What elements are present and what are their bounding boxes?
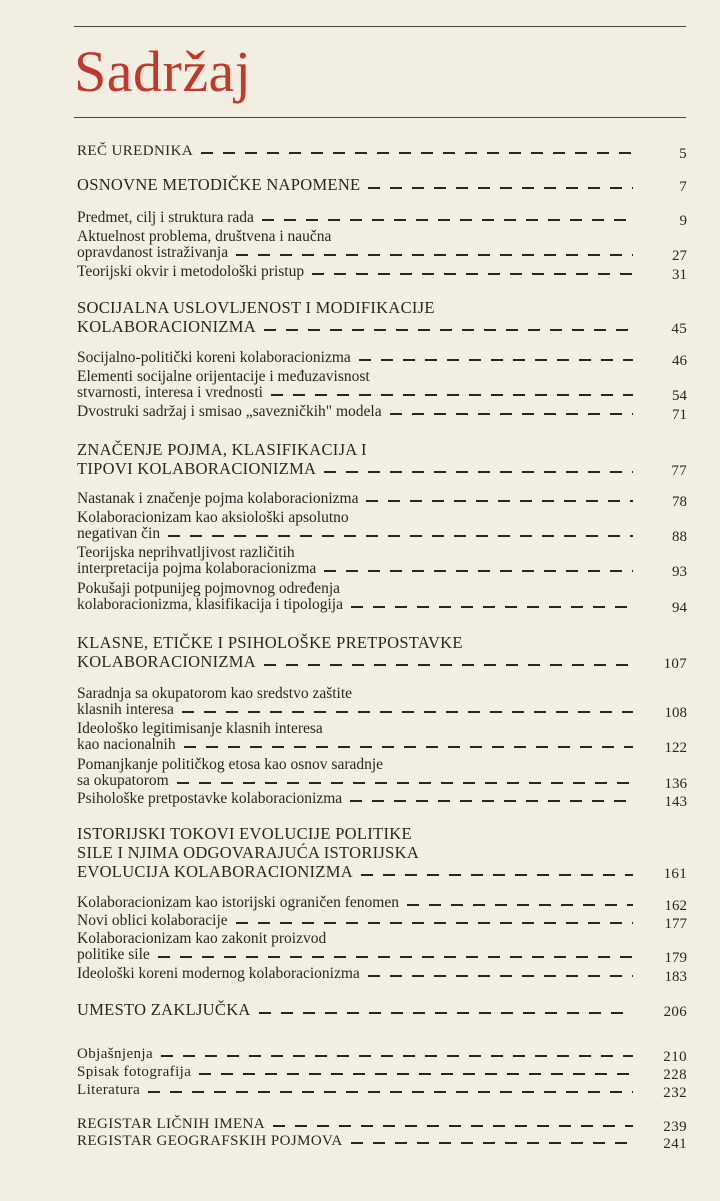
toc-entry-title: Novi oblici kolaboracije <box>77 912 228 929</box>
toc-entry[interactable] <box>77 544 687 580</box>
toc-page-number: 108 <box>664 705 687 721</box>
toc-page-number: 77 <box>671 463 687 479</box>
toc-entry[interactable] <box>77 1064 687 1083</box>
toc-entry[interactable] <box>77 1082 687 1101</box>
toc-entry[interactable] <box>77 175 687 194</box>
toc-entry[interactable] <box>77 440 687 478</box>
toc-entry[interactable] <box>77 1000 687 1019</box>
toc-entry[interactable] <box>77 298 687 336</box>
toc-page-number: 239 <box>663 1119 687 1135</box>
toc-page-number: 78 <box>672 494 687 510</box>
toc-entry-title: REČ UREDNIKA <box>77 143 194 159</box>
toc-page-number: 206 <box>663 1004 687 1020</box>
toc-entry-title: Ideološki koreni modernog kolaboracionizma <box>77 965 360 982</box>
toc-entry-title: Ideološko legitimisanje klasnih interesa <box>77 720 323 737</box>
dash-leader <box>161 1046 633 1062</box>
toc-entry-title: opravdanost istraživanja <box>77 244 229 261</box>
toc-page-number: 94 <box>672 600 687 616</box>
toc-page-number: 232 <box>663 1085 687 1101</box>
toc-page-number: 71 <box>672 407 687 423</box>
dash-leader <box>312 264 633 280</box>
toc-entry-title: Teorijska neprihvatljivost različitih <box>77 544 295 561</box>
toc-entry-title: Kolaboracionizam kao istorijski ograničen fenomen <box>77 894 399 911</box>
toc-page-number: 54 <box>672 388 687 404</box>
toc-entry[interactable] <box>77 263 687 283</box>
toc-entry-title: Aktuelnost problema, društvena i naučna <box>77 228 332 245</box>
dash-leader <box>351 597 633 613</box>
toc-page-number: 88 <box>672 529 687 545</box>
toc-entry[interactable] <box>77 824 687 881</box>
toc-entry-title: KOLABORACIONIZMA <box>77 317 256 336</box>
toc-entry[interactable] <box>77 228 687 264</box>
toc-entry-title: KOLABORACIONIZMA <box>77 652 256 671</box>
toc-page-number: 228 <box>663 1067 687 1083</box>
toc-page-number: 7 <box>679 179 687 195</box>
dash-leader <box>236 245 633 261</box>
dash-leader <box>350 791 633 807</box>
toc-entry-title: SILE I NJIMA ODGOVARAJUĆA ISTORIJSKA <box>77 843 420 862</box>
toc-entry-title: klasnih interesa <box>77 701 174 718</box>
toc-page-number: 46 <box>672 353 687 369</box>
toc-page-number: 143 <box>664 794 687 810</box>
toc-entry-title: Pokušaji potpunijeg pojmovnog određenja <box>77 580 341 597</box>
toc-page-number: 136 <box>664 776 687 792</box>
dash-leader <box>236 913 633 929</box>
toc-entry-title: sa okupatorom <box>77 772 169 789</box>
toc-page-number: 93 <box>672 564 687 580</box>
toc-entry-title: kao nacionalnih <box>77 736 176 753</box>
toc-entry-title: Literatura <box>77 1082 141 1098</box>
toc-page-number: 31 <box>672 267 687 283</box>
toc-entry[interactable] <box>77 143 687 162</box>
toc-entry[interactable] <box>77 580 687 616</box>
toc-entry[interactable] <box>77 490 687 510</box>
toc-entry-title: ISTORIJSKI TOKOVI EVOLUCIJE POLITIKE <box>77 824 412 843</box>
toc-page-number: 9 <box>679 213 687 229</box>
toc-page-number: 162 <box>664 898 687 914</box>
toc-entry-title: ZNAČENJE POJMA, KLASIFIKACIJA I <box>77 440 367 459</box>
toc-page-number: 179 <box>664 950 687 966</box>
dash-leader <box>199 1064 633 1080</box>
dash-leader <box>184 737 633 753</box>
toc-entry-title: Socijalno-politički koreni kolaboracionizma <box>77 349 351 366</box>
dash-leader <box>351 1133 633 1149</box>
toc-entry[interactable] <box>77 720 687 756</box>
toc-entry-title: Spisak fotografija <box>77 1064 192 1080</box>
toc-entry[interactable] <box>77 1133 687 1152</box>
dash-leader <box>368 966 633 982</box>
dash-leader <box>271 385 633 401</box>
dash-leader <box>264 320 633 336</box>
dash-leader <box>324 561 633 577</box>
toc-entry-title: Pomanjkanje političkog etosa kao osnov saradnje <box>77 756 384 773</box>
toc-entry[interactable] <box>77 965 687 985</box>
toc-entry-title: Nastanak i značenje pojma kolaboracionizma <box>77 490 359 507</box>
toc-page-number: 161 <box>663 866 687 882</box>
toc-page-number: 177 <box>664 916 687 932</box>
toc-entry-title: EVOLUCIJA KOLABORACIONIZMA <box>77 862 353 881</box>
toc-entry-title: Objašnjenja <box>77 1046 154 1062</box>
dash-leader <box>262 210 633 226</box>
toc-entry[interactable] <box>77 349 687 369</box>
toc-entry-title: SOCIJALNA USLOVLJENOST I MODIFIKACIJE <box>77 298 435 317</box>
toc-entry[interactable] <box>77 685 687 721</box>
toc-entry-title: Predmet, cilj i struktura rada <box>77 209 254 226</box>
toc-entry[interactable] <box>77 368 687 404</box>
toc-entry-title: interpretacija pojma kolaboracionizma <box>77 560 317 577</box>
toc-entry[interactable] <box>77 209 687 229</box>
dash-leader <box>366 491 633 507</box>
dash-leader <box>359 350 633 366</box>
toc-entry[interactable] <box>77 509 687 545</box>
toc-entry-title: Saradnja sa okupatorom kao sredstvo zaštite <box>77 685 353 702</box>
dash-leader <box>177 773 633 789</box>
toc-entry-title: UMESTO ZAKLJUČKA <box>77 1000 251 1019</box>
toc-entry-title: Elementi socijalne orijentacije i međuzavisnost <box>77 368 370 385</box>
dash-leader <box>361 865 633 881</box>
dash-leader <box>407 895 633 911</box>
dash-leader <box>264 655 633 671</box>
toc-entry-title: KLASNE, ETIČKE I PSIHOLOŠKE PRETPOSTAVKE <box>77 633 463 652</box>
dash-leader <box>324 462 633 478</box>
toc-page-number: 5 <box>679 146 687 162</box>
dash-leader <box>390 404 633 420</box>
toc-entry[interactable] <box>77 403 687 423</box>
toc-entry[interactable] <box>77 633 687 671</box>
toc-entry-title: REGISTAR LIČNIH IMENA <box>77 1116 266 1132</box>
page-title: Sadržaj <box>74 39 252 104</box>
toc-entry-title: politike sile <box>77 946 150 963</box>
toc-entry[interactable] <box>77 930 687 966</box>
toc-entry-title: Kolaboracionizam kao zakonit proizvod <box>77 930 327 947</box>
toc-entry-title: Kolaboracionizam kao aksiološki apsolutno <box>77 509 349 526</box>
toc-page-number: 27 <box>672 248 687 264</box>
toc-entry[interactable] <box>77 912 687 932</box>
toc-entry[interactable] <box>77 894 687 914</box>
toc-page-number: 210 <box>663 1049 687 1065</box>
toc-entry-title: Psihološke pretpostavke kolaboracionizma <box>77 790 343 807</box>
dash-leader <box>368 178 633 194</box>
toc-entry-title: stvarnosti, interesa i vrednosti <box>77 384 263 401</box>
dash-leader <box>259 1003 633 1019</box>
dash-leader <box>201 143 633 159</box>
toc-page-number: 122 <box>664 740 687 756</box>
toc-page-number: 45 <box>671 321 687 337</box>
toc-page-number: 107 <box>663 656 687 672</box>
toc-page-number: 183 <box>664 969 687 985</box>
toc-page-number: 241 <box>663 1136 687 1152</box>
toc-entry[interactable] <box>77 756 687 792</box>
toc-entry-title: negativan čin <box>77 525 161 542</box>
toc-entry-title: Dvostruki sadržaj i smisao „savezničkih" modela <box>77 403 382 420</box>
toc-entry[interactable] <box>77 1046 687 1065</box>
toc-entry[interactable] <box>77 1116 687 1135</box>
toc-entry-title: TIPOVI KOLABORACIONIZMA <box>77 459 317 478</box>
toc-entry-title: Teorijski okvir i metodološki pristup <box>77 263 305 280</box>
toc-entry-title: kolaboracionizma, klasifikacija i tipologija <box>77 596 343 613</box>
dash-leader <box>182 702 633 718</box>
dash-leader <box>168 526 633 542</box>
toc-entry-title: OSNOVNE METODIČKE NAPOMENE <box>77 175 361 194</box>
dash-leader <box>158 947 633 963</box>
dash-leader <box>273 1116 633 1132</box>
dash-leader <box>148 1082 633 1098</box>
toc-entry[interactable] <box>77 790 687 810</box>
toc-entry-title: REGISTAR GEOGRAFSKIH POJMOVA <box>77 1133 343 1149</box>
